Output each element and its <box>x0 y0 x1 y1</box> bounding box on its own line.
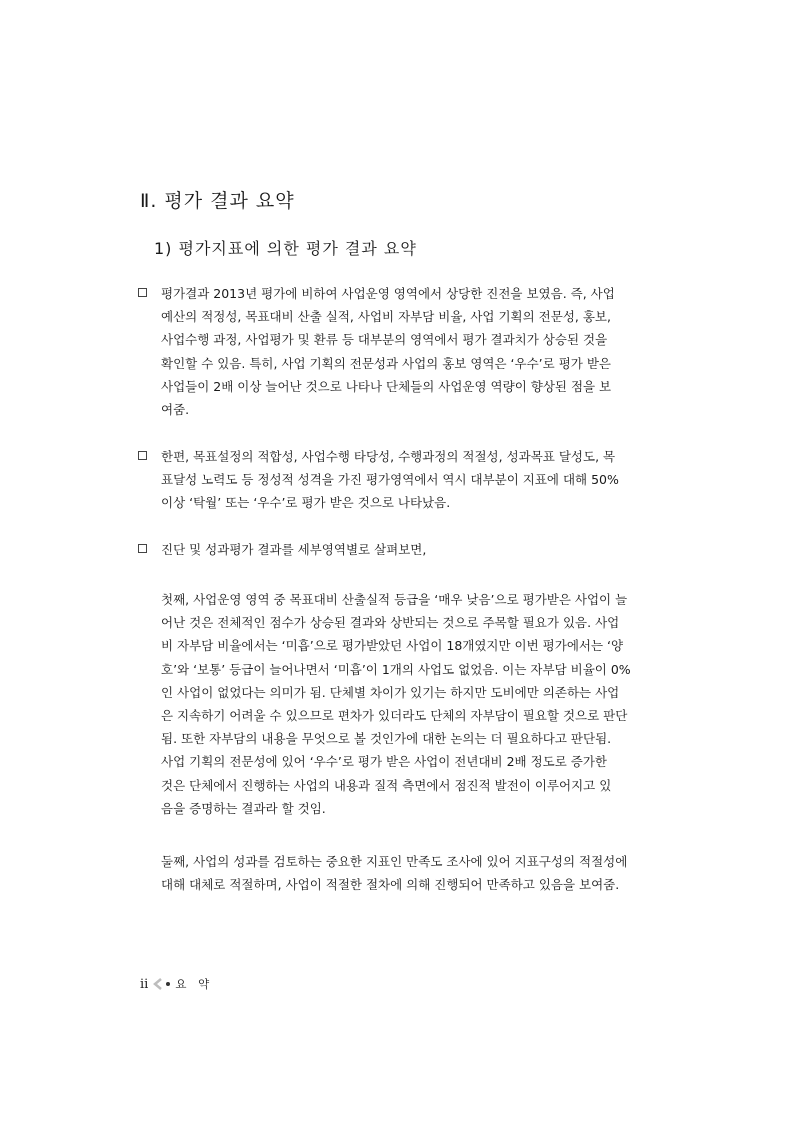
page-footer <box>140 976 213 992</box>
bullet-text: 진단 및 성과평가 결과를 세부영역별로 살펴보면, <box>161 542 427 557</box>
square-bullet-icon <box>138 544 147 553</box>
footer-section-label: 요 약 <box>175 977 214 991</box>
bullet-item <box>138 282 658 421</box>
bullet-text: 한편, 목표설정의 적합성, 사업수행 타당성, 수행과정의 적절성, 성과목표 달성도, 목 표달성 노력도 등 정성적 성격을 가진 평가영역에서 역시 대부분이 지표에 대해 50% 이상 ‘탁월’ 또는 ‘우수’로 평가 받은 것으로 나타났음. <box>161 449 619 511</box>
section-title: Ⅱ. 평가 결과 요약 <box>140 190 295 212</box>
bullet-dot-icon <box>166 982 170 986</box>
square-bullet-icon <box>138 288 147 297</box>
bullet-text: 평가결과 2013년 평가에 비하여 사업운영 영역에서 상당한 진전을 보였음. 즉, 사업 예산의 적정성, 목표대비 산출 실적, 사업비 자부담 비율, 사업 기획의 전문성, 홍보, 사업수행 과정, 사업평가 및 환류 등 대부분의 영역에서 평가 결과치가 상승된 것을 확인할 수 있음. 특히, 사업 기획의 전문성과 사업의 홍보 영역은 ‘우수’로 평가 받은 사업들이 2배 이상 늘어난 것으로 나타나 단체들의 사업운영 역량이 향상된 점을 보 여줌. <box>161 286 615 418</box>
paragraph-first: 첫째, 사업운영 영역 중 목표대비 산출실적 등급을 ‘매우 낮음’으로 평가받은 사업이 늘 어난 것은 전체적인 점수가 상승된 결과와 상반되는 것으로 주목할 필요가 있음. 사업 비 자부담 비율에서는 ‘미흡’으로 평가받았던 사업이 18개였지만 이번 평가에서는 ‘양 호’와 ‘보통’ 등급이 늘어나면서 ‘미흡’이 1개의 사업도 없었음. 이는 자부담 비율이 0% 인 사업이 없었다는 의미가 됨. 단체별 차이가 있기는 하지만 도비에만 의존하는 사업 은 지속하기 어려울 수 있으므로 편차가 있더라도 단체의 자부담이 필요할 것으로 판단 됨. 또한 자부담의 내용을 무엇으로 볼 것인가에 대한 논의는 더 필요하다고 판단됨. 사업 기획의 전문성에 있어 ‘우수’로 평가 받은 사업이 전년대비 2배 정도로 증가한 것은 단체에서 진행하는 사업의 내용과 질적 측면에서 점진적 발전이 이루어지고 있 음을 증명하는 결과라 할 것임. <box>161 592 631 816</box>
page-number: ii <box>140 976 149 992</box>
subsection-title: 1) 평가지표에 의한 평가 결과 요약 <box>154 239 417 258</box>
bullet-item <box>138 445 658 515</box>
paragraph-second: 둘째, 사업의 성과를 검토하는 중요한 지표인 만족도 조사에 있어 지표구성의 적절성에 대해 대체로 적절하며, 사업이 적절한 절차에 의해 진행되어 만족하고 있음을 보여줌. <box>161 854 628 893</box>
bullet-item <box>138 538 658 561</box>
square-bullet-icon <box>138 451 147 460</box>
chevron-left-icon <box>152 978 164 990</box>
